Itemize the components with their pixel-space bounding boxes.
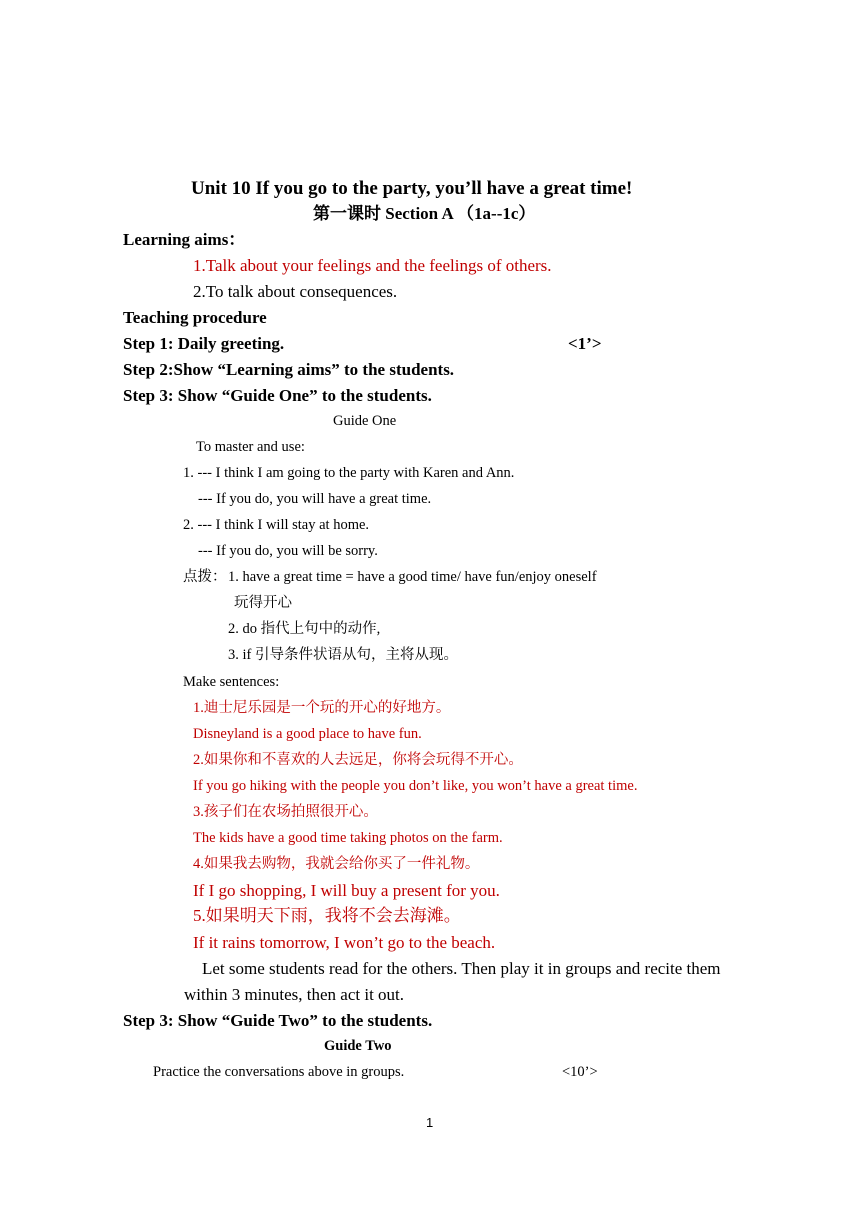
tips-label: 点拨： [183,569,227,585]
document-title: Unit 10 If you go to the party, you’ll have a great time! [191,178,633,199]
step-1-time: <1’> [568,334,602,353]
sentence-english: If I go shopping, I will buy a present for you. [193,881,500,900]
guide-one-intro: To master and use: [196,439,305,455]
dialog-line: 1. --- I think I am going to the party with Karen and Ann. [183,465,515,481]
sentence-english: The kids have a good time taking photos on the farm. [193,830,503,846]
sentence-chinese: 4.如果我去购物，我就会给你买了一件礼物。 [193,856,480,872]
dialog-line: --- If you do, you will be sorry. [198,543,378,559]
learning-aim-item: 2.To talk about consequences. [193,282,398,301]
make-sentences-label: Make sentences: [183,674,280,690]
guide-two-title: Guide Two [324,1038,392,1054]
tip-line: 2. do 指代上句中的动作, [228,621,381,637]
page-number: 1 [426,1115,434,1130]
guide-two-text: Practice the conversations above in groups. [153,1064,405,1080]
instruction-line: Let some students read for the others. Then play it in groups and recite them [202,959,721,978]
guide-one-title: Guide One [333,413,397,429]
step-3-guide-two-label: Step 3: Show “Guide Two” to the students. [123,1011,433,1030]
instruction-line: within 3 minutes, then act it out. [184,985,405,1004]
step-1-label: Step 1: Daily greeting. [123,334,285,353]
sentence-chinese: 3.孩子们在农场拍照很开心。 [193,804,378,820]
learning-aims-heading: Learning aims： [123,230,246,249]
sentence-chinese: 1.迪士尼乐园是一个玩的开心的好地方。 [193,700,451,716]
tip-line: 玩得开心 [234,595,292,611]
dialog-line: 2. --- I think I will stay at home. [183,517,370,533]
document-subtitle: 第一课时 Section A （1a--1c） [313,204,536,223]
sentence-english: If you go hiking with the people you don’t like, you won’t have a great time. [193,778,638,794]
guide-two-time: <10’> [562,1064,598,1080]
sentence-english: If it rains tomorrow, I won’t go to the beach. [193,933,496,952]
step-2-label: Step 2:Show “Learning aims” to the students. [123,360,455,379]
sentence-chinese: 2.如果你和不喜欢的人去远足，你将会玩得不开心。 [193,752,523,768]
step-3-guide-one-label: Step 3: Show “Guide One” to the students. [123,386,432,405]
teaching-procedure-heading: Teaching procedure [123,308,267,327]
tip-line: 3. if 引导条件状语从句，主将从现。 [228,647,458,663]
sentence-english: Disneyland is a good place to have fun. [193,726,422,742]
tip-line: 1. have a great time = have a good time/ have fun/enjoy oneself [228,569,597,585]
dialog-line: --- If you do, you will have a great time. [198,491,432,507]
learning-aim-item: 1.Talk about your feelings and the feelings of others. [193,256,552,275]
sentence-chinese: 5.如果明天下雨，我将不会去海滩。 [193,906,461,925]
